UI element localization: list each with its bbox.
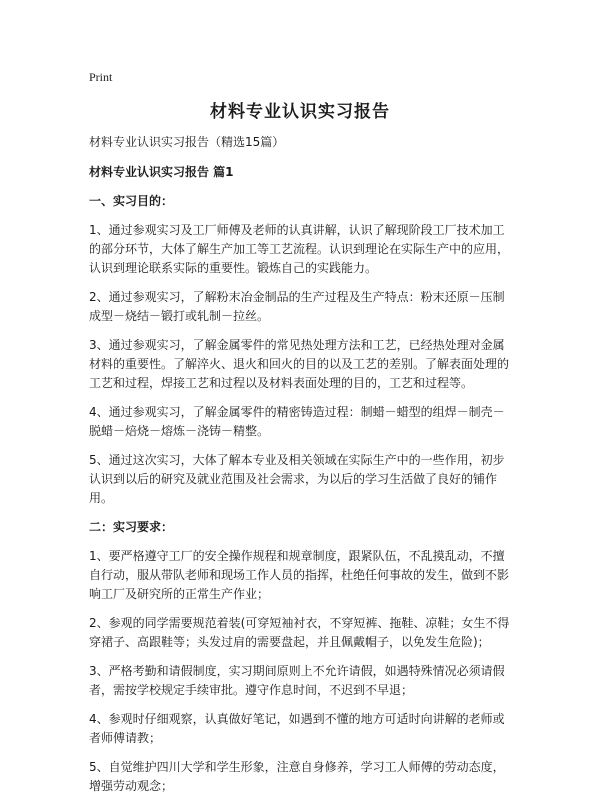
paragraph: 1、通过参观实习及工厂师傅及老师的认真讲解，认识了解现阶段工厂技术加工的部分环节，大体了解生产加工等工艺流程。认识到理论在实际生产中的应用，认识到理论联系实际的重要性。锻炼自己的实践能力。 bbox=[89, 223, 510, 275]
paragraph: 2、通过参观实习，了解粉末冶金制品的生产过程及生产特点：粉末还原－压制成型－烧结－锻打或轧制－拉丝。 bbox=[89, 290, 505, 323]
paragraph: 4、参观时仔细观察，认真做好笔记，如遇到不懂的地方可适时向讲解的老师或者师傅请教； bbox=[89, 712, 505, 745]
paragraph: 3、严格考勤和请假制度，实习期间原则上不允许请假，如遇特殊情况必须请假者，需按学校规定手续审批。遵守作息时间，不迟到不早退； bbox=[89, 664, 505, 697]
print-label: Print bbox=[89, 70, 113, 84]
paragraph: 3、通过参观实习，了解金属零件的常见热处理方法和工艺，已经热处理对金属材料的重要性。了解淬火、退火和回火的目的以及工艺的差别。了解表面处理的工艺和过程，焊接工艺和过程以及材料表面处理的目的，工艺和过程等。 bbox=[89, 338, 510, 390]
heading-purpose: 一、实习目的： bbox=[89, 194, 174, 208]
paragraph: 1、要严格遵守工厂的安全操作规程和规章制度，跟紧队伍，不乱摸乱动，不擅自行动，服从带队老师和现场工作人员的指挥，杜绝任何事故的发生，做到不影响工厂及研究所的正常生产作业； bbox=[89, 549, 510, 601]
paragraph: 5、通过这次实习，大体了解本专业及相关领域在实际生产中的一些作用，初步认识到以后的研究及就业范围及社会需求，为以后的学习生活做了良好的铺作用。 bbox=[89, 453, 505, 505]
paragraph: 5、自觉维护四川大学和学生形象，注意自身修养，学习工人师傅的劳动态度，增强劳动观念； bbox=[89, 760, 505, 793]
section-title: 材料专业认识实习报告 篇1 bbox=[89, 165, 234, 179]
document-title: 材料专业认识实习报告 bbox=[210, 102, 390, 122]
paragraph: 2、参观的同学需要规范着装(可穿短袖衬衣，不穿短裤、拖鞋、凉鞋；女生不得穿裙子、高跟鞋等；头发过肩的需要盘起，并且佩戴帽子，以免发生危险)； bbox=[89, 616, 510, 649]
heading-requirements: 二：实习要求： bbox=[89, 520, 174, 534]
document-subtitle: 材料专业认识实习报告（精选15篇） bbox=[89, 135, 285, 149]
document-body bbox=[89, 133, 515, 806]
paragraph: 4、通过参观实习，了解金属零件的精密铸造过程：制蜡－蜡型的组焊－制壳－脱蜡－焙烧－熔炼－浇铸－精整。 bbox=[89, 405, 505, 438]
